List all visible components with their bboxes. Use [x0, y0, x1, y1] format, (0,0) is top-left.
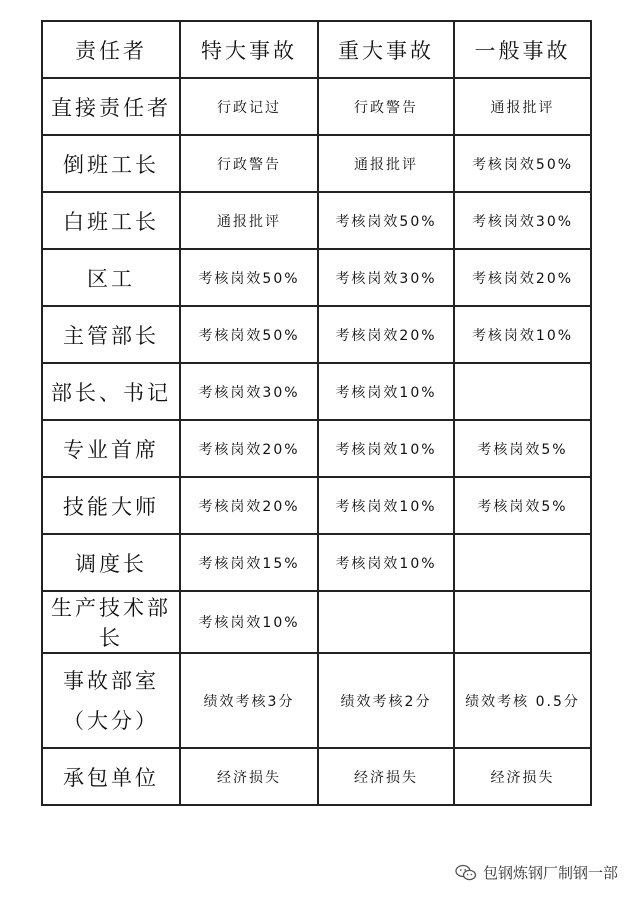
penalty-cell: 考核岗效15% [180, 534, 318, 591]
responsibility-table [41, 20, 592, 806]
penalty-cell: 考核岗效10% [454, 306, 591, 363]
penalty-cell: 通报批评 [454, 78, 591, 135]
header-general-accident: 一般事故 [454, 21, 591, 78]
role-cell: 承包单位 [42, 748, 180, 805]
header-extraordinary-accident: 特大事故 [180, 21, 318, 78]
penalty-cell-empty [318, 591, 454, 653]
table-row [42, 249, 591, 306]
penalty-cell: 考核岗效20% [454, 249, 591, 306]
penalty-cell: 考核岗效10% [318, 363, 454, 420]
penalty-cell: 行政记过 [180, 78, 318, 135]
penalty-cell: 考核岗效50% [180, 306, 318, 363]
role-cell: 主管部长 [42, 306, 180, 363]
role-cell: 白班工长 [42, 192, 180, 249]
role-cell: 技能大师 [42, 477, 180, 534]
role-cell: 直接责任者 [42, 78, 180, 135]
penalty-cell: 考核岗效20% [318, 306, 454, 363]
penalty-cell: 考核岗效30% [180, 363, 318, 420]
penalty-cell: 考核岗效20% [180, 420, 318, 477]
penalty-cell: 考核岗效50% [454, 135, 591, 192]
role-cell: 生产技术部长 [42, 591, 180, 653]
penalty-cell: 行政警告 [318, 78, 454, 135]
penalty-cell-empty [454, 363, 591, 420]
penalty-cell: 绩效考核3分 [180, 653, 318, 748]
penalty-cell: 考核岗效5% [454, 420, 591, 477]
penalty-cell: 考核岗效50% [180, 249, 318, 306]
penalty-cell: 绩效考核2分 [318, 653, 454, 748]
penalty-cell-empty [454, 591, 591, 653]
penalty-cell: 考核岗效10% [180, 591, 318, 653]
role-cell: 部长、书记 [42, 363, 180, 420]
watermark-text: 包钢炼钢厂制钢一部 [482, 864, 618, 882]
penalty-cell: 考核岗效30% [318, 249, 454, 306]
table-row [42, 591, 591, 653]
penalty-cell: 经济损失 [318, 748, 454, 805]
table-header-row [42, 21, 591, 78]
role-cell: 区工 [42, 249, 180, 306]
header-responsible-party: 责任者 [42, 21, 180, 78]
penalty-cell: 考核岗效10% [318, 534, 454, 591]
penalty-cell: 绩效考核 0.5分 [454, 653, 591, 748]
account-watermark [455, 862, 618, 883]
penalty-cell: 考核岗效50% [318, 192, 454, 249]
table-row [42, 78, 591, 135]
role-cell: 专业首席 [42, 420, 180, 477]
penalty-cell: 考核岗效30% [454, 192, 591, 249]
table-row [42, 420, 591, 477]
table-row [42, 192, 591, 249]
penalty-cell-empty [454, 534, 591, 591]
table-row [42, 306, 591, 363]
table-row [42, 477, 591, 534]
table-row [42, 653, 591, 748]
table-row [42, 363, 591, 420]
role-cell: 事故部室（大分） [42, 653, 180, 748]
penalty-cell: 经济损失 [454, 748, 591, 805]
penalty-cell: 通报批评 [318, 135, 454, 192]
role-cell: 倒班工长 [42, 135, 180, 192]
penalty-cell: 考核岗效20% [180, 477, 318, 534]
header-major-accident: 重大事故 [318, 21, 454, 78]
table-row [42, 534, 591, 591]
table-row [42, 748, 591, 805]
penalty-cell: 考核岗效5% [454, 477, 591, 534]
wechat-icon [455, 864, 477, 882]
penalty-cell: 行政警告 [180, 135, 318, 192]
penalty-cell: 考核岗效10% [318, 477, 454, 534]
penalty-cell: 考核岗效10% [318, 420, 454, 477]
penalty-cell: 通报批评 [180, 192, 318, 249]
penalty-cell: 经济损失 [180, 748, 318, 805]
role-cell: 调度长 [42, 534, 180, 591]
table-row [42, 135, 591, 192]
